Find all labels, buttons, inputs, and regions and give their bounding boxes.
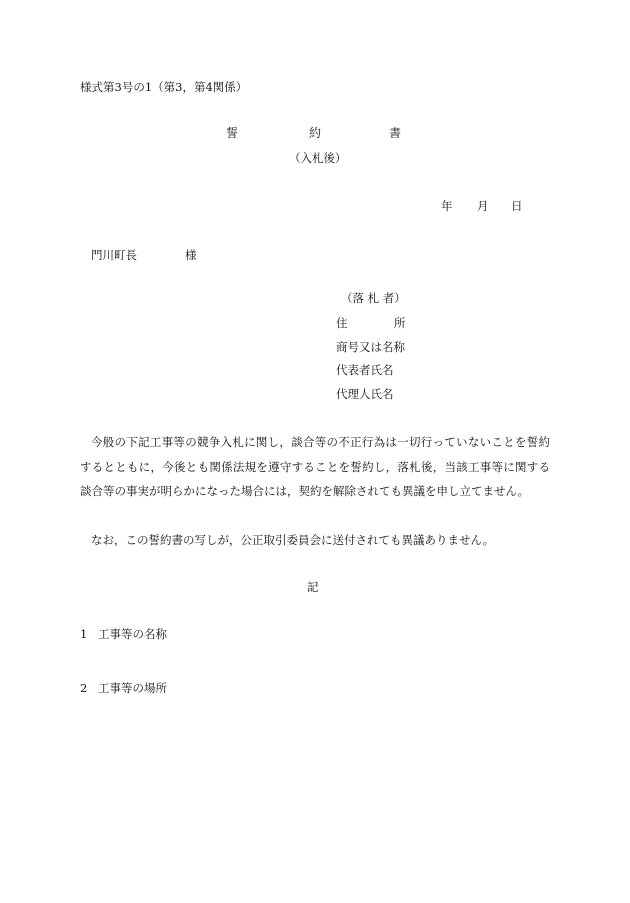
agent-name-label: 代理人氏名 bbox=[336, 387, 394, 401]
addressee-honorific: 様 bbox=[185, 248, 197, 262]
date-month-label: 月 bbox=[477, 199, 489, 213]
document-title-char-2: 約 bbox=[309, 126, 322, 140]
date-year-label: 年 bbox=[441, 199, 453, 213]
disclosure-paragraph: なお，この誓約書の写しが，公正取引委員会に送付されても異議ありません。 bbox=[91, 533, 495, 547]
item-2-label: 工事等の場所 bbox=[98, 681, 167, 695]
address-label-first: 住 bbox=[336, 316, 348, 330]
addressee-name: 門川町長 bbox=[91, 248, 137, 262]
address-label-second: 所 bbox=[394, 316, 406, 330]
ki-heading: 記 bbox=[307, 580, 319, 594]
pledge-paragraph: 今般の下記工事等の競争入札に関し，談合等の不正行為は一切行っていないことを誓約するとともに，今後とも関係法規を遵守することを誓約し，落札後，当該工事等に関する談合等の事実が明らかになった場合には，契約を解除されても異議を申し立てません。 bbox=[80, 435, 550, 498]
document-title-char-1: 誓 bbox=[226, 126, 239, 140]
item-1-label: 工事等の名称 bbox=[98, 627, 167, 641]
item-1-number: 1 bbox=[80, 627, 88, 641]
form-number: 様式第3号の1（第3，第4関係） bbox=[80, 80, 248, 94]
date-day-label: 日 bbox=[511, 199, 523, 213]
document-subtitle: （入札後） bbox=[289, 151, 347, 165]
document-title-char-3: 書 bbox=[389, 126, 402, 140]
company-name-label: 商号又は名称 bbox=[336, 340, 405, 354]
item-2-number: 2 bbox=[80, 681, 88, 695]
bidder-heading: （落 札 者） bbox=[341, 291, 406, 305]
representative-name-label: 代表者氏名 bbox=[336, 363, 394, 377]
